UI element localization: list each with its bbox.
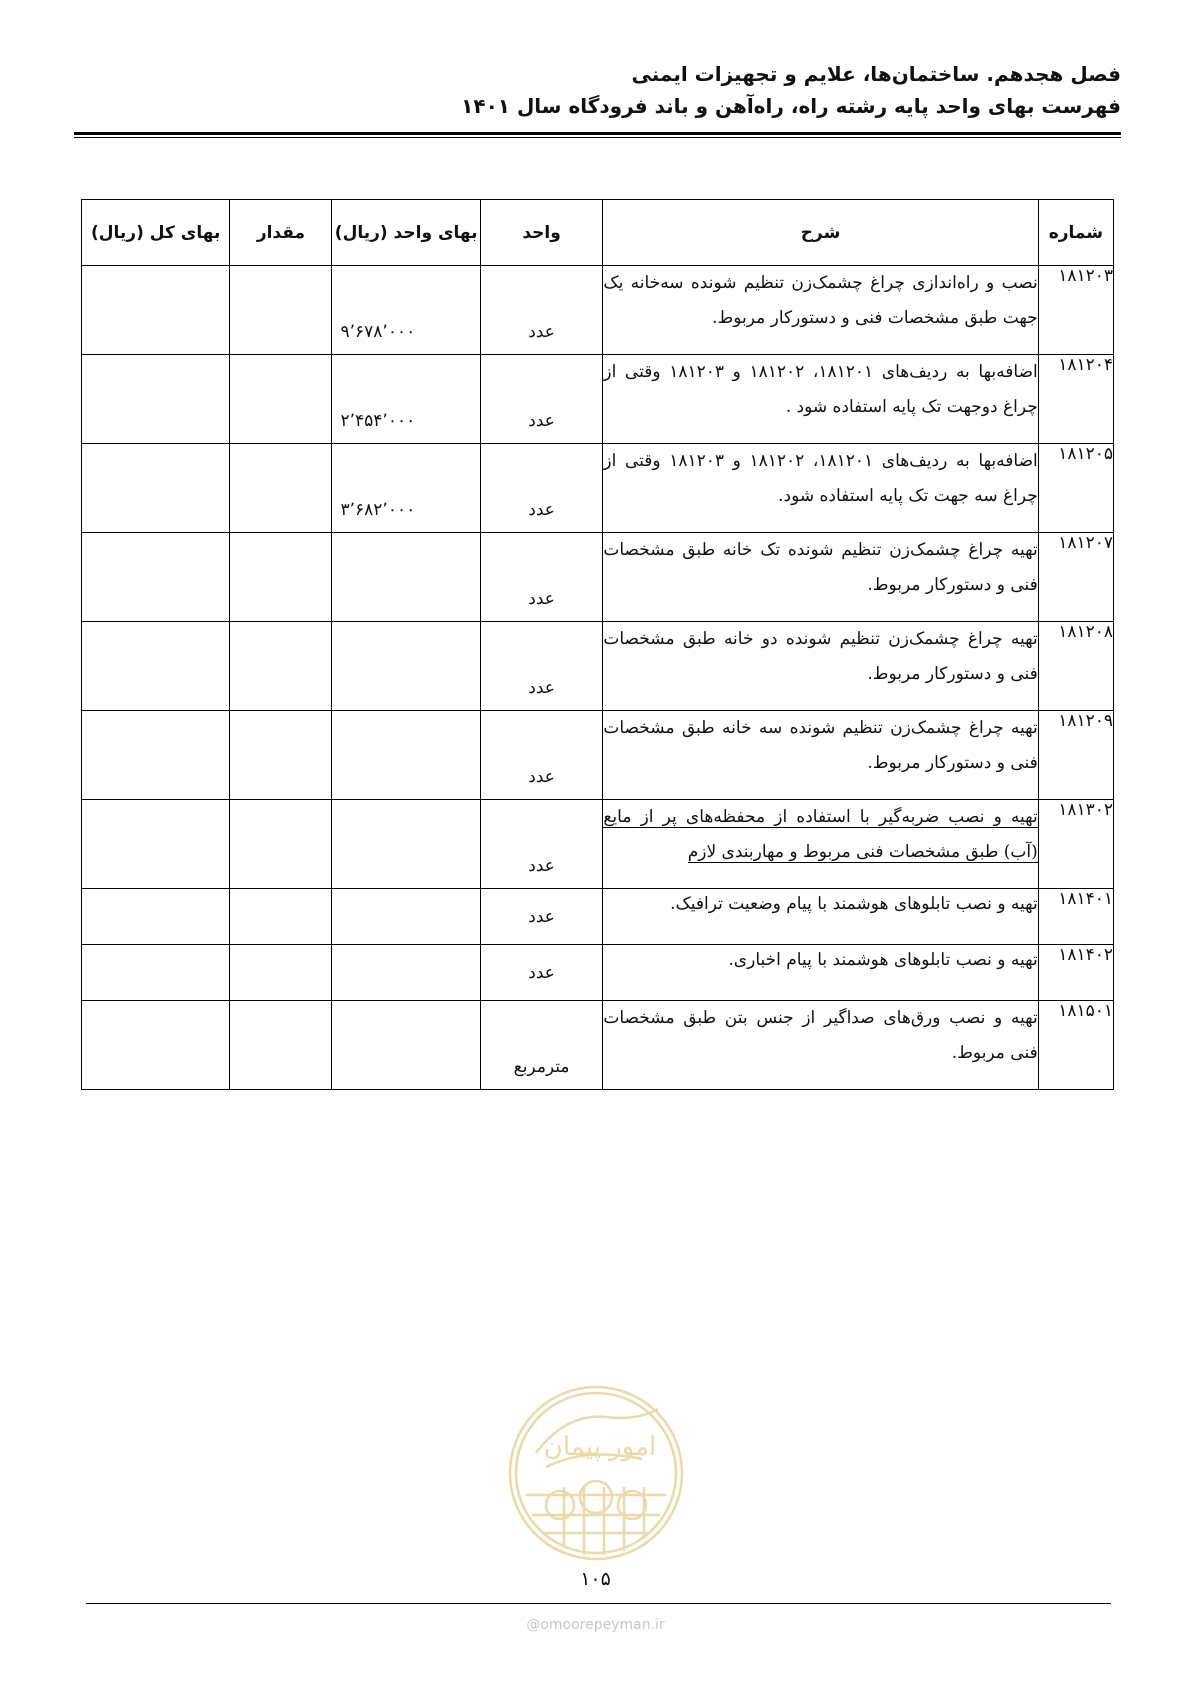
cell-unit: عدد [480,800,603,889]
cell-description: تهیه و نصب تابلوهای هوشمند با پیام وضعیت ترافیک. [603,889,1038,945]
cell-unit: عدد [480,266,603,355]
cell-unit-price [332,622,480,711]
cell-unit: مترمربع [480,1001,603,1090]
cell-code: ۱۸۱۲۰۴ [1038,355,1113,444]
col-header-total-price: بهای کل (ریال) [82,200,230,266]
table-row [82,711,1114,800]
price-table [81,199,1114,1090]
cell-description: تهیه چراغ چشمک‌زن تنظیم شونده تک خانه طبق مشخصات فنی و دستورکار مربوط. [603,533,1038,622]
table-row [82,800,1114,889]
cell-unit-price [332,1001,480,1090]
cell-unit-price [332,533,480,622]
table-row [82,622,1114,711]
cell-total [82,889,230,945]
document-title: فهرست بهای واحد پایه رشته راه، راه‌آهن و باند فرودگاه سال ۱۴۰۱ [461,94,1121,118]
cell-code: ۱۸۱۲۰۹ [1038,711,1113,800]
table-row [82,266,1114,355]
cell-unit: عدد [480,355,603,444]
page-header [74,58,1121,122]
cell-unit: عدد [480,945,603,1001]
cell-code: ۱۸۱۲۰۵ [1038,444,1113,533]
cell-total [82,622,230,711]
cell-code: ۱۸۱۴۰۲ [1038,945,1113,1001]
cell-total [82,711,230,800]
cell-total [82,945,230,1001]
cell-description: اضافه‌بها به ردیف‌های ۱۸۱۲۰۱، ۱۸۱۲۰۲ و ۱۸۱۲۰۳ وقتی از چراغ دوجهت تک پایه استفاده شود . [603,355,1038,444]
cell-description: تهیه چراغ چشمک‌زن تنظیم شونده سه خانه طبق مشخصات فنی و دستورکار مربوط. [603,711,1038,800]
cell-unit-price [332,889,480,945]
cell-unit: عدد [480,889,603,945]
cell-quantity [230,622,332,711]
header-rule-thin [74,137,1121,138]
cell-quantity [230,444,332,533]
cell-description: اضافه‌بها به ردیف‌های ۱۸۱۲۰۱، ۱۸۱۲۰۲ و ۱۸۱۲۰۳ وقتی از چراغ سه جهت تک پایه استفاده شود. [603,444,1038,533]
col-header-quantity: مقدار [230,200,332,266]
cell-unit-price: ۹٬۶۷۸٬۰۰۰ [332,266,480,355]
table-row [82,444,1114,533]
cell-unit: عدد [480,711,603,800]
cell-description: تهیه و نصب ورق‌های صداگیر از جنس بتن طبق مشخصات فنی مربوط. [603,1001,1038,1090]
cell-quantity [230,800,332,889]
cell-description: تهیه چراغ چشمک‌زن تنظیم شونده دو خانه طبق مشخصات فنی و دستورکار مربوط. [603,622,1038,711]
cell-description: نصب و راه‌اندازی چراغ چشمک‌زن تنظیم شونده سه‌خانه یک جهت طبق مشخصات فنی و دستورکار مربوط. [603,266,1038,355]
table-row [82,945,1114,1001]
watermark-text: امور پیمان [543,1432,657,1462]
cell-quantity [230,355,332,444]
cell-code: ۱۸۱۴۰۱ [1038,889,1113,945]
cell-code: ۱۸۱۲۰۷ [1038,533,1113,622]
cell-total [82,533,230,622]
cell-total [82,266,230,355]
chapter-title: فصل هجدهم. ساختمان‌ها، علایم و تجهیزات ایمنی [631,62,1121,86]
cell-unit-price [332,711,480,800]
cell-total [82,355,230,444]
header-rule-thick [74,132,1121,135]
gear-seal-logo-icon [506,1383,686,1563]
cell-quantity [230,533,332,622]
table-row [82,355,1114,444]
cell-unit: عدد [480,533,603,622]
cell-description: تهیه و نصب تابلوهای هوشمند با پیام اخباری. [603,945,1038,1001]
cell-description [603,800,1038,889]
col-header-code: شماره [1038,200,1113,266]
cell-total [82,1001,230,1090]
cell-unit-price [332,800,480,889]
cell-code: ۱۸۱۲۰۳ [1038,266,1113,355]
cell-total [82,444,230,533]
cell-quantity [230,711,332,800]
table-header-row [82,200,1114,266]
col-header-unit-price: بهای واحد (ریال) [332,200,480,266]
cell-code: ۱۸۱۵۰۱ [1038,1001,1113,1090]
cell-quantity [230,1001,332,1090]
footer-site: @omoorepeyman.ir [526,1617,665,1633]
table-row [82,533,1114,622]
cell-unit: عدد [480,622,603,711]
col-header-unit: واحد [480,200,603,266]
cell-description-text: تهیه و نصب ضربه‌گیر با استفاده از محفظه‌های پر از مایع (آب) طبق مشخصات فنی مربوط و مهاربندی لازم [603,807,1038,862]
cell-quantity [230,889,332,945]
cell-unit-price [332,945,480,1001]
table-row [82,889,1114,945]
cell-code: ۱۸۱۳۰۲ [1038,800,1113,889]
cell-unit-price: ۳٬۶۸۲٬۰۰۰ [332,444,480,533]
table-row [82,1001,1114,1090]
cell-unit: عدد [480,444,603,533]
cell-quantity [230,945,332,1001]
col-header-description: شرح [603,200,1038,266]
cell-quantity [230,266,332,355]
footer-rule [86,1603,1111,1604]
cell-total [82,800,230,889]
cell-unit-price: ۲٬۴۵۴٬۰۰۰ [332,355,480,444]
cell-code: ۱۸۱۲۰۸ [1038,622,1113,711]
page-number: ۱۰۵ [580,1568,611,1590]
